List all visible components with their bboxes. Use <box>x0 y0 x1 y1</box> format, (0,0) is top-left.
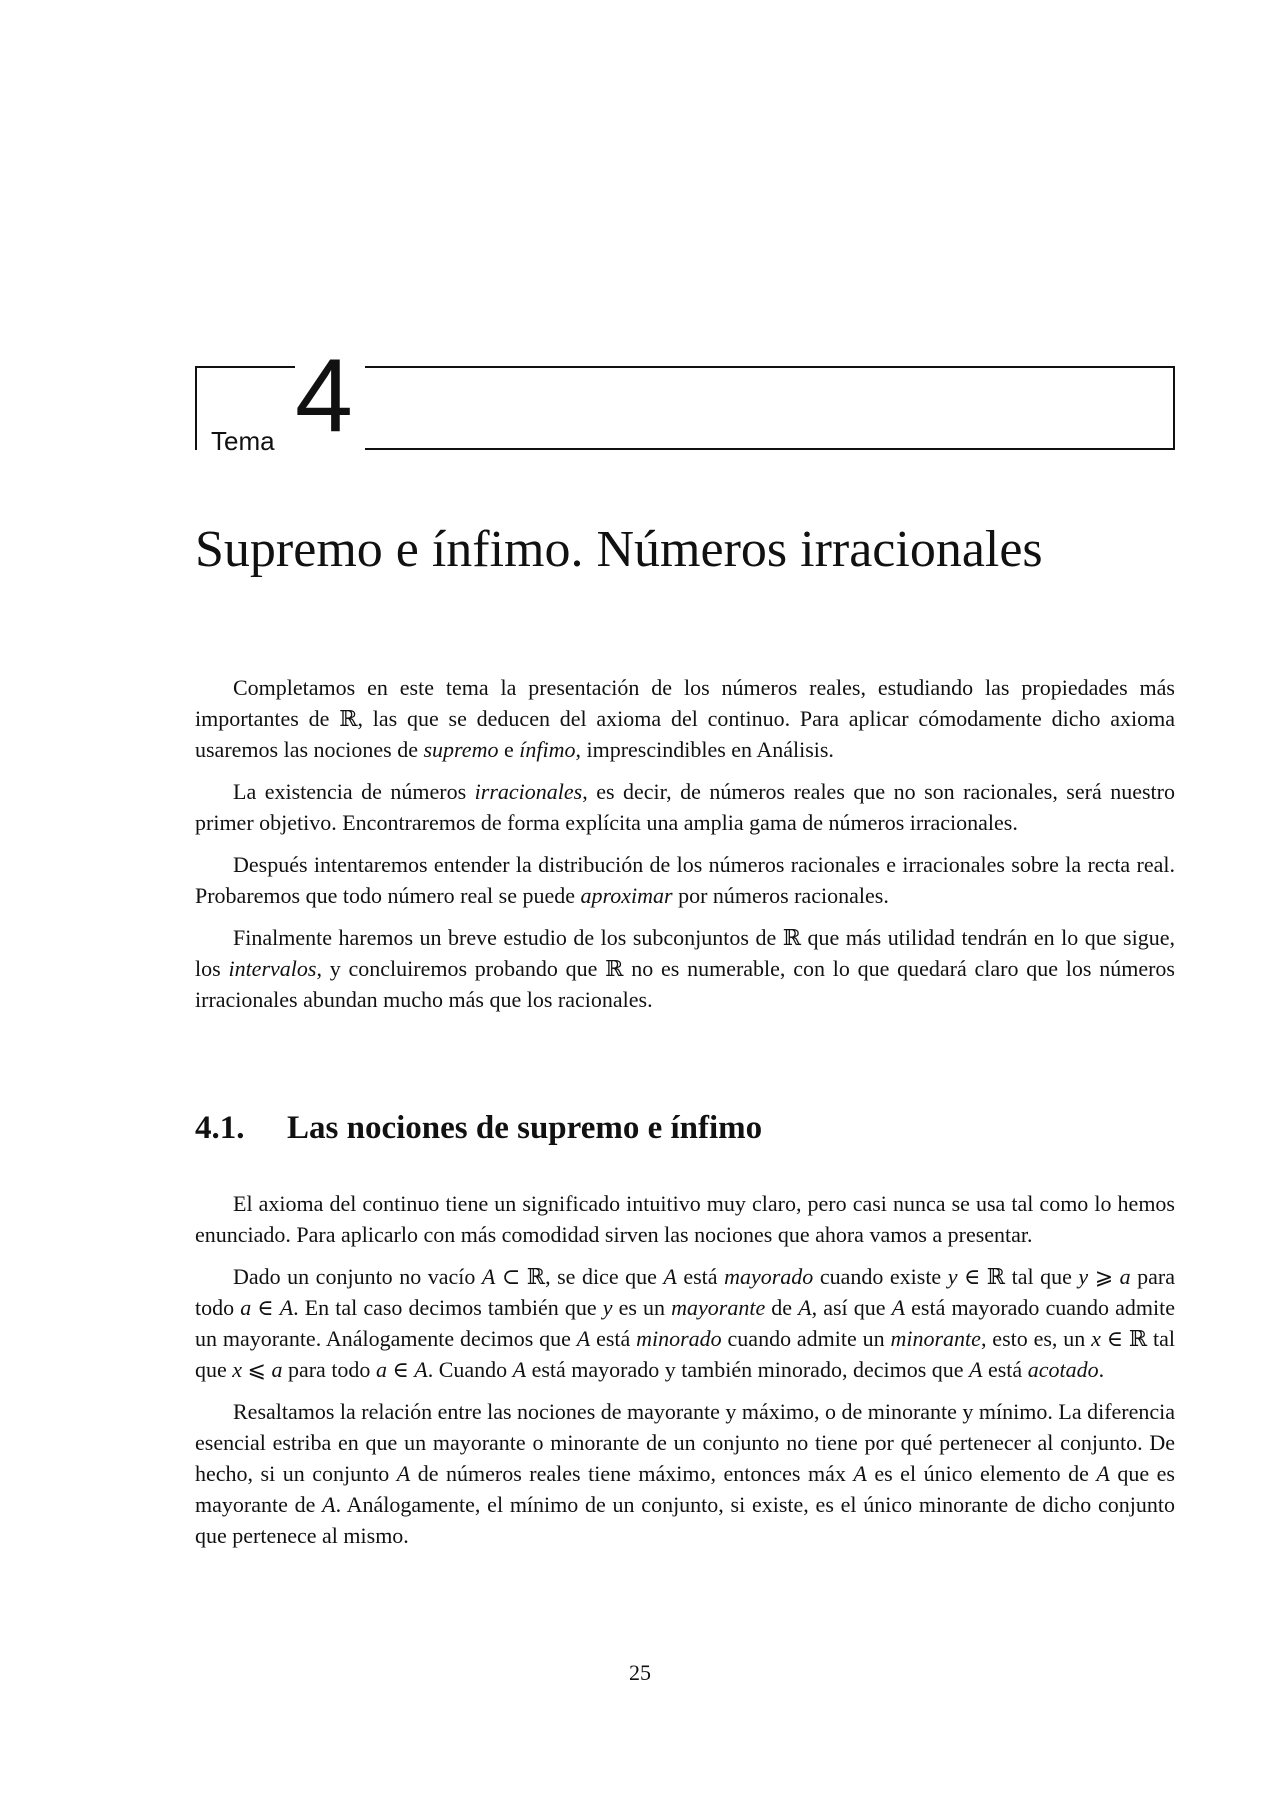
chapter-number: 4 <box>295 338 353 454</box>
emphasis-text: a <box>375 1357 387 1382</box>
text-run: está <box>590 1326 637 1351</box>
emphasis-text: A <box>396 1461 411 1486</box>
text-run: Después intentaremos entender la distribución de los números racionales e irracionales sobre la recta real. Probaremos que todo número real se puede <box>195 852 1175 908</box>
text-run: está <box>676 1264 725 1289</box>
paragraph <box>195 849 1175 911</box>
text-run: de números reales tiene máximo, entonces máx <box>410 1461 854 1486</box>
emphasis-text: y <box>602 1295 613 1320</box>
emphasis-text: a <box>240 1295 252 1320</box>
page-number: 25 <box>629 1660 651 1685</box>
text-run: . En tal caso decimos también que <box>293 1295 603 1320</box>
emphasis-text: y <box>947 1264 958 1289</box>
text-run: Resaltamos la relación entre las nociones de mayorante y máximo, o de minorante y mínimo. La diferencia esencial estriba en que un mayorante o minorante de un conjunto no tiene por qué pertenecer al conjunto. De hecho, si un conjunto <box>195 1399 1176 1486</box>
text-run: . Análogamente, el mínimo de un conjunto, si existe, es el único minorante de dicho conjunto que pertenece al mismo. <box>195 1492 1176 1548</box>
text-run: . <box>1098 1357 1105 1382</box>
text-run: está <box>982 1357 1028 1382</box>
paragraph <box>195 1188 1175 1250</box>
text-run: de <box>765 1295 799 1320</box>
emphasis-text: ínfimo <box>519 737 576 762</box>
emphasis-text: a <box>1119 1264 1131 1289</box>
emphasis-text: A <box>969 1357 983 1382</box>
chapter-header-box <box>195 338 1175 456</box>
section-body <box>195 1188 1175 1562</box>
paragraph <box>195 672 1175 765</box>
text-run: es un <box>612 1295 672 1320</box>
section-heading <box>195 1110 762 1147</box>
emphasis-text: x <box>232 1357 243 1382</box>
emphasis-text: A <box>512 1357 527 1382</box>
text-run: ⊂ ℝ, se dice que <box>495 1264 664 1289</box>
chapter-box-top-rule-right <box>365 366 1175 368</box>
emphasis-text: minorante <box>890 1326 981 1351</box>
section-title: Las nociones de supremo e ínfimo <box>287 1110 763 1146</box>
section-number: 4.1. <box>195 1110 245 1146</box>
emphasis-text: A <box>663 1264 677 1289</box>
paragraph <box>195 1261 1175 1385</box>
emphasis-text: a <box>271 1357 283 1382</box>
paragraph <box>195 922 1175 1015</box>
emphasis-text: minorado <box>636 1326 722 1351</box>
emphasis-text: A <box>279 1295 294 1320</box>
paragraph <box>195 1396 1175 1551</box>
chapter-box-bottom-rule <box>365 448 1175 450</box>
text-run: , así que <box>811 1295 892 1320</box>
emphasis-text: A <box>576 1326 591 1351</box>
emphasis-text: intervalos <box>228 956 317 981</box>
emphasis-text: A <box>853 1461 867 1486</box>
emphasis-text: A <box>798 1295 812 1320</box>
chapter-box-top-rule-left <box>195 366 295 368</box>
emphasis-text: A <box>891 1295 906 1320</box>
text-run: , imprescindibles en Análisis. <box>575 737 834 762</box>
emphasis-text: y <box>1078 1264 1089 1289</box>
emphasis-text: A <box>481 1264 496 1289</box>
text-run: Completamos en este tema la presentación de los números reales, estudiando las propiedades más importantes de ℝ, las que se deducen del axioma del continuo. Para aplicar cómodamente dicho axioma usaremos las nociones de <box>195 675 1175 762</box>
text-run: que es mayorante de <box>195 1461 1175 1517</box>
intro-text <box>195 672 1175 1026</box>
text-run: para todo <box>195 1264 1176 1320</box>
text-run: ∈ <box>251 1295 280 1320</box>
emphasis-text: mayorante <box>671 1295 766 1320</box>
emphasis-text: aproximar <box>580 883 673 908</box>
text-run: para todo <box>282 1357 376 1382</box>
text-run: es el único elemento de <box>866 1461 1097 1486</box>
text-run: cuando admite un <box>721 1326 891 1351</box>
text-run: ∈ ℝ tal que <box>195 1326 1176 1382</box>
text-run: ⩽ <box>242 1357 272 1382</box>
text-run: Finalmente haremos un breve estudio de los subconjuntos de ℝ que más utilidad tendrán en lo que sigue, los <box>195 925 1175 981</box>
chapter-box-left-rule <box>195 366 197 450</box>
emphasis-text: A <box>1096 1461 1110 1486</box>
text-run: está mayorado y también minorado, decimos que <box>526 1357 970 1382</box>
emphasis-text: A <box>322 1492 336 1517</box>
chapter-title: Supremo e ínfimo. Números irracionales <box>195 521 1043 578</box>
chapter-label: Tema <box>211 426 275 456</box>
text-run: ∈ <box>386 1357 415 1382</box>
text-run: Dado un conjunto no vacío <box>233 1264 482 1289</box>
paragraph <box>195 776 1175 838</box>
text-run: , y concluiremos probando que ℝ no es numerable, con lo que quedará claro que los números irracionales abundan mucho más que los racionales. <box>195 956 1175 1012</box>
emphasis-text: irracionales <box>474 779 583 804</box>
emphasis-text: x <box>1091 1326 1101 1351</box>
text-run: . Cuando <box>427 1357 513 1382</box>
text-run: ∈ ℝ tal que <box>957 1264 1079 1289</box>
emphasis-text: mayorado <box>724 1264 814 1289</box>
emphasis-text: A <box>414 1357 428 1382</box>
text-run: , esto es, un <box>980 1326 1092 1351</box>
text-run: La existencia de números <box>233 779 475 804</box>
text-run: por números racionales. <box>672 883 889 908</box>
emphasis-text: supremo <box>423 737 499 762</box>
text-run: , es decir, de números reales que no son racionales, será nuestro primer objetivo. Encontraremos de forma explícita una amplia gama de números irracionales. <box>195 779 1175 835</box>
text-run: e <box>498 737 520 762</box>
chapter-box-right-rule <box>1173 366 1175 450</box>
text-run: está mayorado cuando admite un mayorante. Análogamente decimos que <box>195 1295 1175 1351</box>
text-run: cuando existe <box>813 1264 948 1289</box>
text-run: ⩾ <box>1088 1264 1120 1289</box>
emphasis-text: acotado <box>1027 1357 1099 1382</box>
text-run: El axioma del continuo tiene un significado intuitivo muy claro, pero casi nunca se usa tal como lo hemos enunciado. Para aplicarlo con más comodidad sirven las nociones que ahora vamos a presentar. <box>195 1191 1175 1247</box>
